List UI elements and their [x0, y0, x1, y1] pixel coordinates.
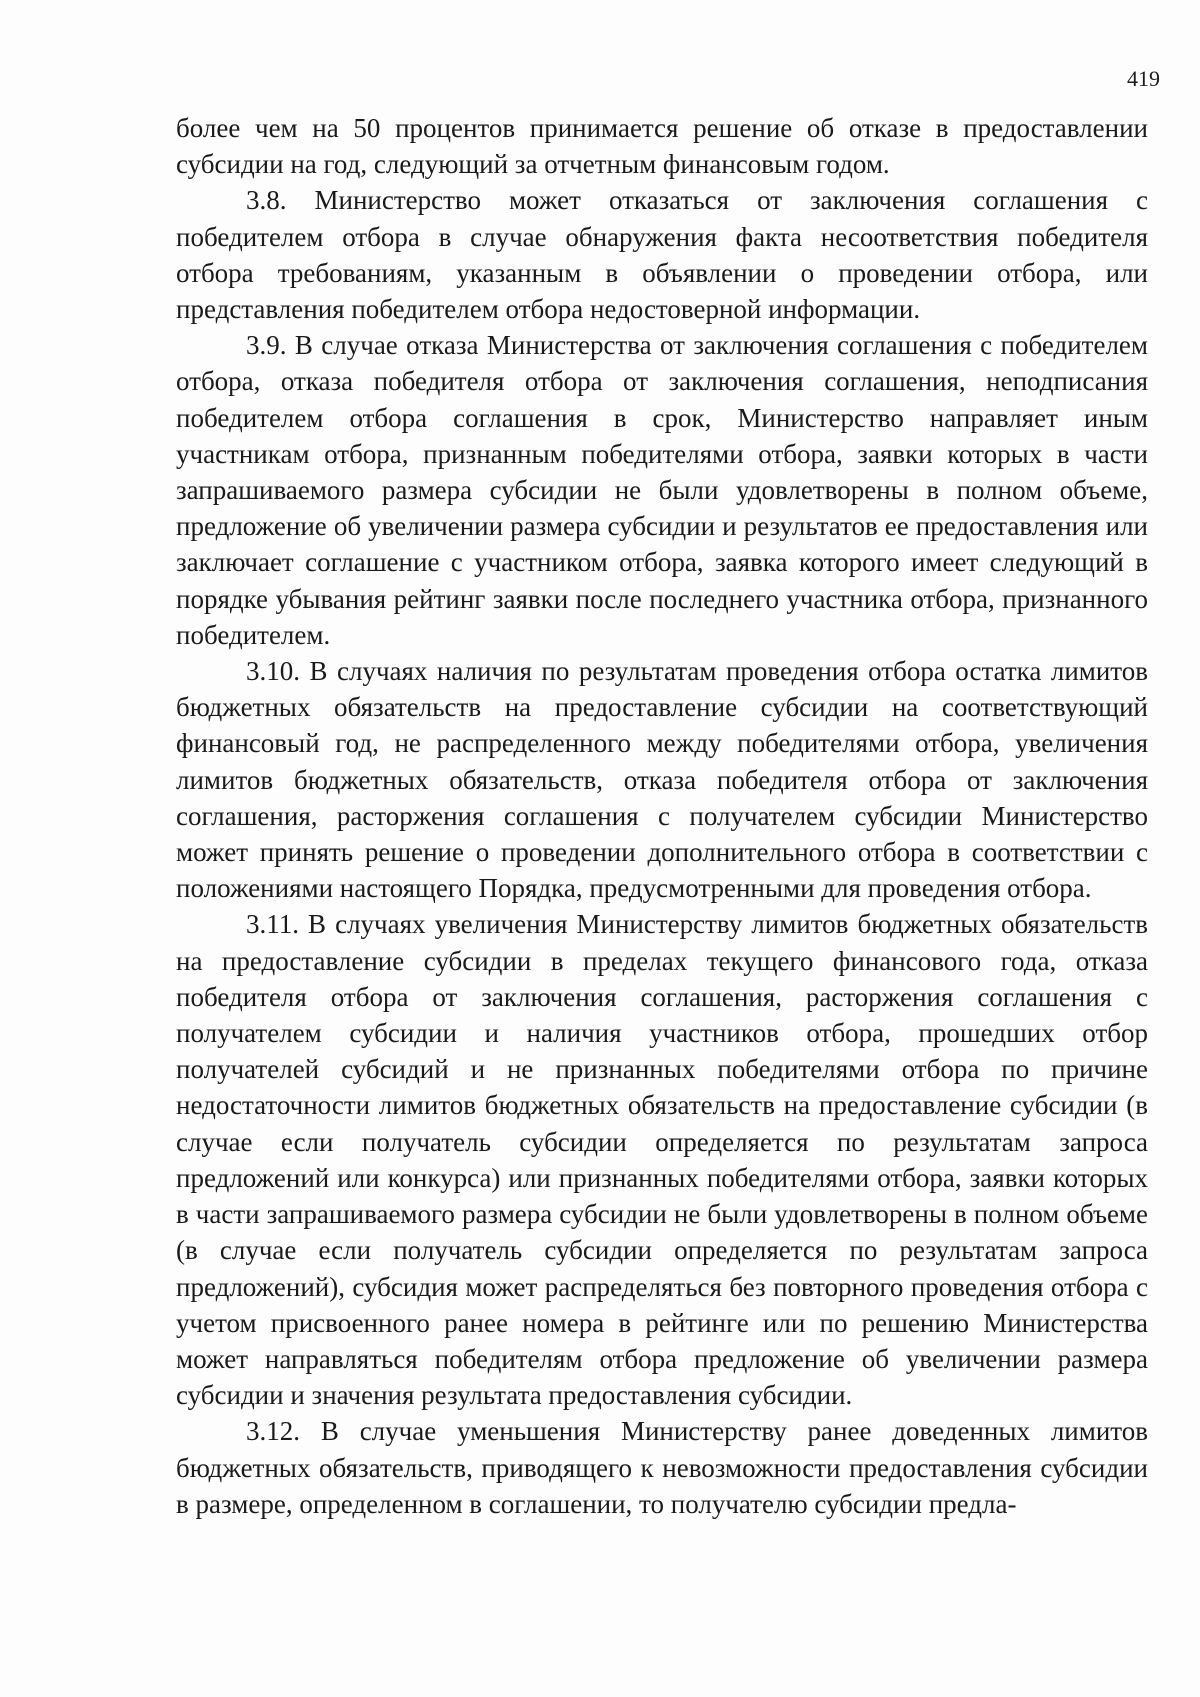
- paragraph-3-12: 3.12. В случае уменьшения Министерству ранее доведенных лимитов бюджетных обязательств, приводящего к невозможности предоставления субсидии в размере, определенном в соглашении, то получателю субсидии предла-: [176, 1416, 1148, 1519]
- paragraph-continuation: более чем на 50 процентов принимается решение об отказе в предоставлении субсидии на год, следующий за отчетным финансовым годом.: [176, 113, 1148, 180]
- paragraph-3-9: 3.9. В случае отказа Министерства от заключения соглашения с победителем отбора, отказа победителя отбора от заключения соглашения, неподписания победителем отбора соглашения в срок, Министерство направляет иным участникам отбора, признанным победителями отбора, заявки которых в части запрашиваемого размера субсидии не были удовлетворены в полном объеме, предложение об увеличении размера субсидии и результатов ее предоставления или заключает соглашение с участником отбора, заявка которого имеет следующий в порядке убывания рейтинг заявки после последнего участника отбора, признанного победителем.: [176, 330, 1148, 650]
- paragraph-3-11: 3.11. В случаях увеличения Министерству лимитов бюджетных обязательств на предоставление субсидии в пределах текущего финансового года, отказа победителя отбора от заключения соглашения, расторжения соглашения с получателем субсидии и наличия участников отбора, прошедших отбор получателей субсидий и не признанных победителями отбора по причине недостаточности лимитов бюджетных обязательств на предоставление субсидии (в случае если получатель субсидии определяется по результатам запроса предложений или конкурса) или признанных победителями отбора, заявки которых в части запрашиваемого размера субсидии не были удовлетворены в полном объеме (в случае если получатель субсидии определяется по результатам запроса предложений), субсидия может распределяться без повторного проведения отбора с учетом присвоенного ранее номера в рейтинге или по решению Министерства может направляться победителям отбора предложение об увеличении размера субсидии и значения результата предоставления субсидии.: [176, 909, 1148, 1411]
- document-body: [176, 110, 1148, 1522]
- paragraph-3-10: 3.10. В случаях наличия по результатам проведения отбора остатка лимитов бюджетных обязательств на предоставление субсидии на соответствующий финансовый год, не распределенного между победителями отбора, увеличения лимитов бюджетных обязательств, отказа победителя отбора от заключения соглашения, расторжения соглашения с получателем субсидии Министерство может принять решение о проведении дополнительного отбора в соответствии с положениями настоящего Порядка, предусмотренными для проведения отбора.: [176, 656, 1148, 904]
- paragraph-3-8: 3.8. Министерство может отказаться от заключения соглашения с победителем отбора в случае обнаружения факта несоответствия победителя отбора требованиям, указанным в объявлении о проведении отбора, или представления победителем отбора недостоверной информации.: [176, 185, 1148, 325]
- page-number: 419: [1127, 66, 1160, 91]
